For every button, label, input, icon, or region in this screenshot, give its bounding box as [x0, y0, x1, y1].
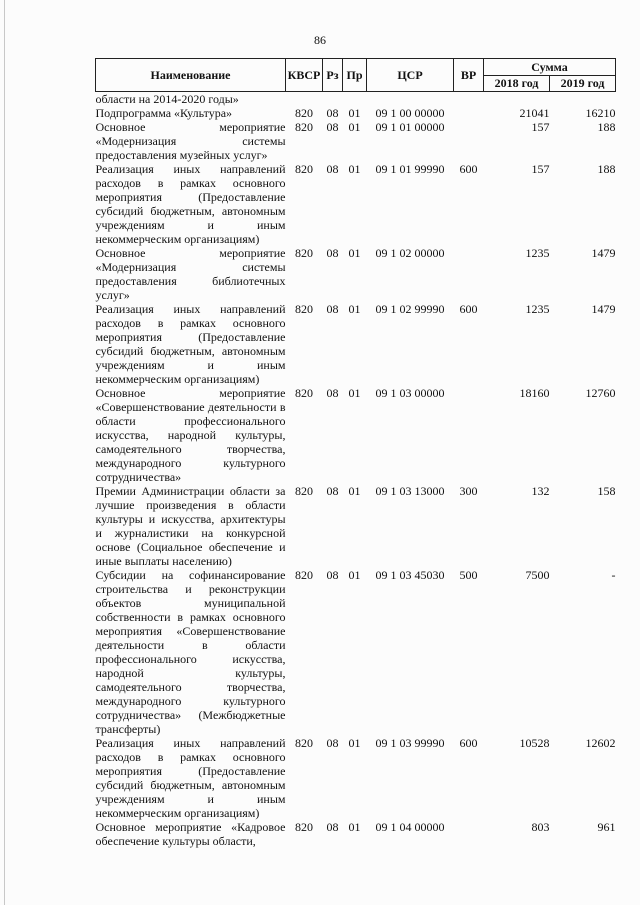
- row-csr-cell: 09 1 03 99990: [375, 736, 445, 750]
- row-pr-cell: 01: [348, 162, 361, 176]
- row-pr-cell: 01: [348, 820, 361, 834]
- row-rz-cell: 08: [326, 106, 339, 120]
- row-sum-2018-cell: 803: [531, 820, 550, 834]
- row-csr-cell: 09 1 02 00000: [375, 246, 445, 260]
- row-sum-2019-cell: 1479: [591, 302, 616, 316]
- header-year-2019: 2019 год: [550, 75, 616, 92]
- row-sum-2019-cell: 188: [597, 162, 616, 176]
- row-rz-cell: 08: [326, 484, 339, 498]
- header-rz: Рз: [323, 59, 343, 92]
- row-csr-cell: 09 1 04 00000: [375, 820, 445, 834]
- row-name-cell: Реализация иных направлений расходов в рамках основного мероприятия (Предоставление субсидий бюджетным, автономным учреждениям и иным некоммерческим организациям): [95, 736, 286, 820]
- scan-edge-line: [4, 0, 5, 905]
- row-pr-cell: 01: [348, 568, 361, 582]
- row-csr-cell: 09 1 00 00000: [375, 106, 445, 120]
- table-header: [96, 59, 616, 92]
- row-rz-cell: 08: [326, 568, 339, 582]
- row-sum-2019-cell: 16210: [585, 106, 616, 120]
- header-pr: Пр: [343, 59, 367, 92]
- row-csr-cell: [367, 92, 454, 107]
- row-csr-cell: 09 1 03 13000: [375, 484, 445, 498]
- table-row: [96, 736, 616, 820]
- row-kvsr-cell: 820: [295, 568, 313, 582]
- row-vr-cell: [454, 92, 484, 107]
- row-sum-2019-cell: -: [611, 568, 616, 582]
- row-sum-2018-cell: 157: [531, 120, 550, 134]
- row-name-cell: Основное мероприятие «Модернизация системы предоставления музейных услуг»: [95, 120, 286, 162]
- row-sum-2018-cell: 7500: [525, 568, 550, 582]
- row-name-cell: Премии Администрации области за лучшие произведения в области культуры и искусства, архитектуры и журналистики на конкурсной основе (Социальное обеспечение и иные выплаты населению): [95, 484, 286, 568]
- row-sum-2018-cell: 10528: [519, 736, 550, 750]
- row-rz-cell: 08: [326, 736, 339, 750]
- table-row: [96, 246, 616, 302]
- row-sum-2018-cell: 1235: [525, 302, 550, 316]
- row-kvsr-cell: [286, 92, 323, 107]
- row-sum-2018-cell: 157: [531, 162, 550, 176]
- row-name-cell: Основное мероприятие «Совершенствование деятельности в области профессионального искусства, народной культуры, самодеятельного творчества, международного культурного сотрудничества»: [95, 386, 286, 484]
- row-vr-cell: [454, 246, 484, 302]
- row-rz-cell: 08: [326, 162, 339, 176]
- row-pr-cell: 01: [348, 106, 361, 120]
- row-name-cell: Субсидии на софинансирование строительства и реконструкции объектов муниципальной собственности в рамках основного мероприятия «Совершенствование деятельности в области профессионального искусства, народной культуры, самодеятельного творчества, международного культурного сотрудничества» (Межбюджетные трансферты): [95, 568, 286, 736]
- row-pr-cell: 01: [348, 736, 361, 750]
- row-csr-cell: 09 1 02 99990: [375, 302, 445, 316]
- row-name-cell: Подпрограмма «Культура»: [95, 106, 233, 120]
- row-vr-cell: 300: [459, 484, 478, 498]
- row-kvsr-cell: 820: [295, 302, 313, 316]
- row-rz-cell: [323, 92, 343, 107]
- row-rz-cell: 08: [326, 120, 339, 134]
- header-csr: ЦСР: [367, 59, 454, 92]
- budget-table: [95, 58, 616, 848]
- row-sum-2018-cell: 1235: [525, 246, 550, 260]
- row-sum-2019-cell: 12602: [585, 736, 616, 750]
- row-sum-2018-cell: 18160: [519, 386, 550, 400]
- row-kvsr-cell: 820: [295, 162, 313, 176]
- row-kvsr-cell: 820: [295, 736, 313, 750]
- header-vr: ВР: [454, 59, 484, 92]
- row-sum-2019-cell: [550, 92, 616, 107]
- row-sum-2018-cell: 21041: [519, 106, 550, 120]
- row-pr-cell: 01: [348, 386, 361, 400]
- table-row: [96, 302, 616, 386]
- row-rz-cell: 08: [326, 386, 339, 400]
- row-csr-cell: 09 1 03 45030: [375, 568, 445, 582]
- table-row: [96, 386, 616, 484]
- row-vr-cell: [454, 106, 484, 120]
- row-kvsr-cell: 820: [295, 106, 313, 120]
- row-sum-2019-cell: 12760: [585, 386, 616, 400]
- table-row: [96, 484, 616, 568]
- table-row: [96, 106, 616, 120]
- header-sum: Сумма: [484, 59, 616, 76]
- table-row: [96, 92, 616, 107]
- row-vr-cell: [454, 820, 484, 848]
- row-name-cell: Реализация иных направлений расходов в рамках основного мероприятия (Предоставление субсидий бюджетным, автономным учреждениям и иным некоммерческим организациям): [95, 162, 286, 246]
- row-csr-cell: 09 1 01 00000: [375, 120, 445, 134]
- row-vr-cell: 600: [459, 162, 478, 176]
- header-kvsr: КВСР: [286, 59, 323, 92]
- header-year-2018: 2018 год: [484, 75, 550, 92]
- row-rz-cell: 08: [326, 246, 339, 260]
- row-vr-cell: 600: [459, 736, 478, 750]
- row-sum-2019-cell: 1479: [591, 246, 616, 260]
- row-sum-2018-cell: 132: [531, 484, 550, 498]
- row-sum-2019-cell: 188: [597, 120, 616, 134]
- row-kvsr-cell: 820: [295, 386, 313, 400]
- table-row: [96, 568, 616, 736]
- row-name-cell: Реализация иных направлений расходов в рамках основного мероприятия (Предоставление субсидий бюджетным, автономным учреждениям и иным некоммерческим организациям): [95, 302, 286, 386]
- table-row: [96, 162, 616, 246]
- page-number: 86: [314, 33, 326, 47]
- row-pr-cell: [343, 92, 367, 107]
- row-rz-cell: 08: [326, 302, 339, 316]
- row-name-cell: Основное мероприятие «Модернизация системы предоставления библиотечных услуг»: [95, 246, 286, 302]
- row-rz-cell: 08: [326, 820, 339, 834]
- header-name: Наименование: [96, 59, 286, 92]
- table-row: [96, 120, 616, 162]
- row-pr-cell: 01: [348, 246, 361, 260]
- row-vr-cell: [454, 120, 484, 162]
- row-vr-cell: [454, 386, 484, 484]
- row-pr-cell: 01: [348, 484, 361, 498]
- row-csr-cell: 09 1 01 99990: [375, 162, 445, 176]
- row-kvsr-cell: 820: [295, 484, 313, 498]
- table-row: [96, 820, 616, 848]
- row-pr-cell: 01: [348, 302, 361, 316]
- row-sum-2018-cell: [484, 92, 550, 107]
- row-sum-2019-cell: 158: [597, 484, 616, 498]
- row-csr-cell: 09 1 03 00000: [375, 386, 445, 400]
- row-kvsr-cell: 820: [295, 120, 313, 134]
- row-vr-cell: 500: [459, 568, 478, 582]
- table-body: [96, 92, 616, 849]
- row-vr-cell: 600: [459, 302, 478, 316]
- row-kvsr-cell: 820: [295, 820, 313, 834]
- row-name-cell: Основное мероприятие «Кадровое обеспечение культуры области,: [95, 820, 286, 848]
- row-sum-2019-cell: 961: [597, 820, 616, 834]
- row-pr-cell: 01: [348, 120, 361, 134]
- row-kvsr-cell: 820: [295, 246, 313, 260]
- row-name-cell: области на 2014-2020 годы»: [95, 92, 239, 106]
